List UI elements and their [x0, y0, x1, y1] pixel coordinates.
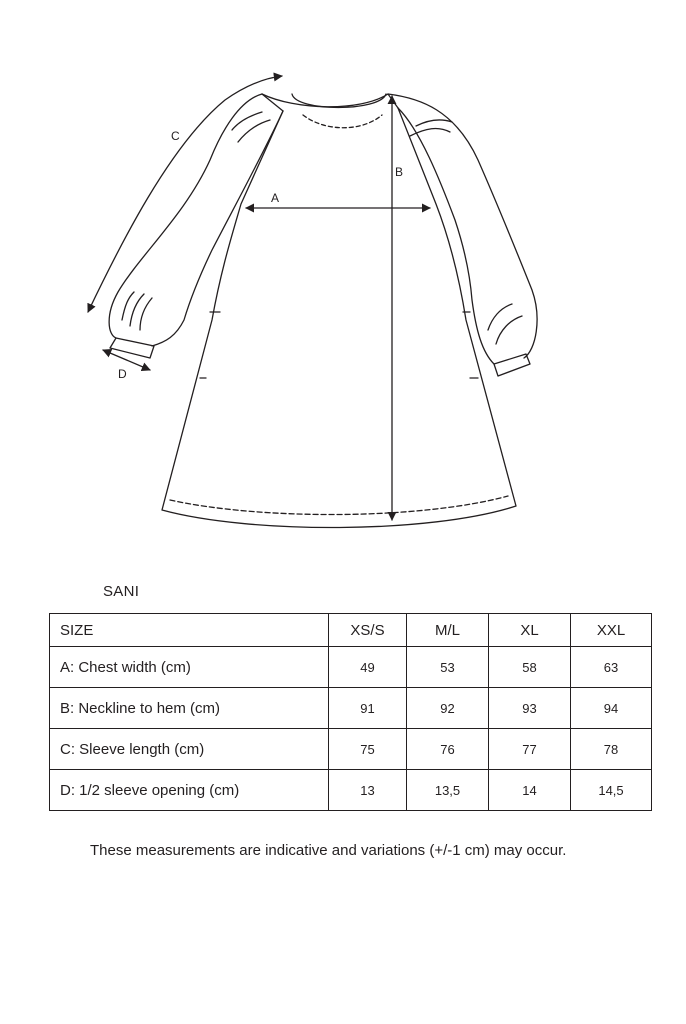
- table-cell: 78: [571, 729, 652, 770]
- table-cell: 92: [407, 688, 489, 729]
- table-row: [50, 647, 652, 688]
- table-cell: 75: [329, 729, 407, 770]
- table-row: [50, 770, 652, 811]
- label-a: A: [271, 191, 280, 205]
- table-cell: 13,5: [407, 770, 489, 811]
- header-xl: XL: [489, 614, 571, 647]
- table-row: [50, 729, 652, 770]
- label-c: C: [171, 129, 180, 143]
- row-label: D: 1/2 sleeve opening (cm): [50, 770, 329, 811]
- hem-stitch: [170, 496, 508, 515]
- table-header-row: [50, 614, 652, 647]
- header-xxl: XXL: [571, 614, 652, 647]
- table-cell: 58: [489, 647, 571, 688]
- table-cell: 91: [329, 688, 407, 729]
- dress-outline: [162, 108, 516, 528]
- table-cell: 76: [407, 729, 489, 770]
- product-name: SANI: [103, 583, 140, 600]
- label-b: B: [395, 165, 404, 179]
- row-label: A: Chest width (cm): [50, 647, 329, 688]
- table-cell: 63: [571, 647, 652, 688]
- arrow-c: [88, 76, 282, 312]
- table-cell: 14: [489, 770, 571, 811]
- table-cell: 13: [329, 770, 407, 811]
- right-sleeve: [388, 94, 537, 364]
- table-cell: 49: [329, 647, 407, 688]
- label-d: D: [118, 367, 127, 381]
- table-row: [50, 688, 652, 729]
- row-label: C: Sleeve length (cm): [50, 729, 329, 770]
- header-size: SIZE: [50, 614, 329, 647]
- table-cell: 14,5: [571, 770, 652, 811]
- size-table: [49, 613, 652, 811]
- table-cell: 94: [571, 688, 652, 729]
- header-m-l: M/L: [407, 614, 489, 647]
- header-xs-s: XS/S: [329, 614, 407, 647]
- row-label: B: Neckline to hem (cm): [50, 688, 329, 729]
- table-cell: 77: [489, 729, 571, 770]
- disclaimer-note: These measurements are indicative and variations (+/-1 cm) may occur.: [90, 842, 567, 859]
- table-cell: 53: [407, 647, 489, 688]
- table-cell: 93: [489, 688, 571, 729]
